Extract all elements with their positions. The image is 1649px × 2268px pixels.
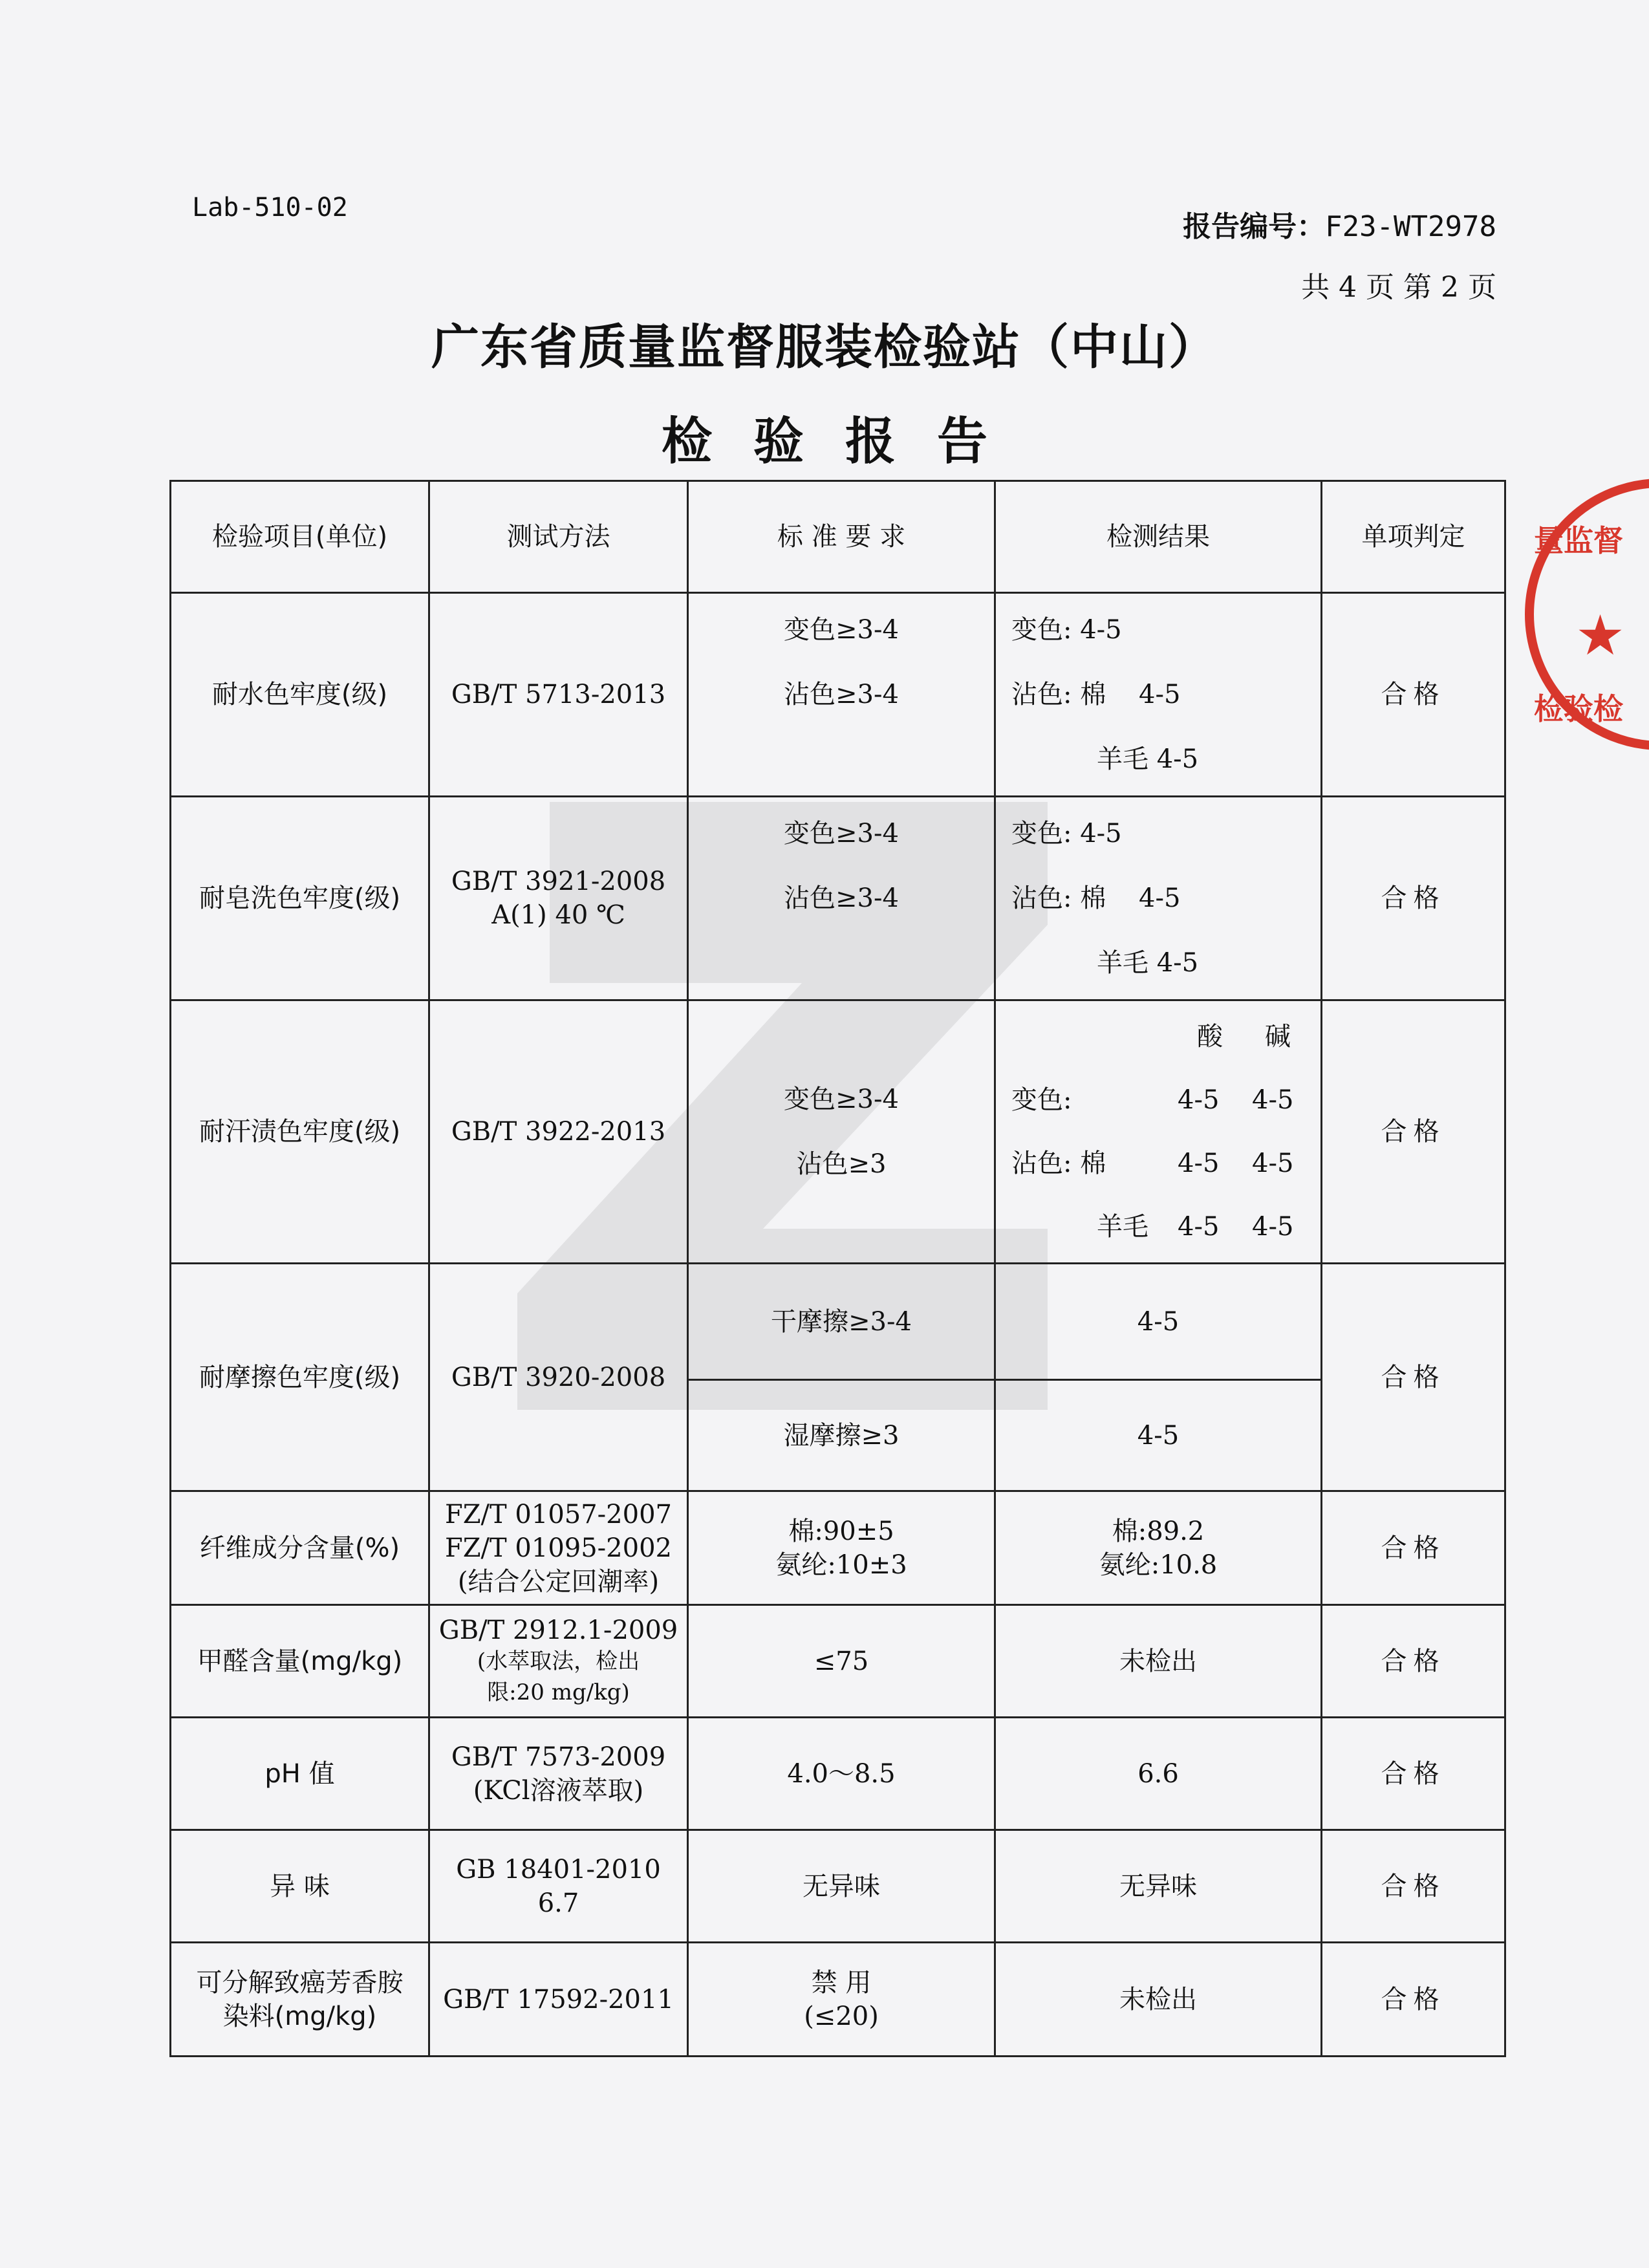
requirement-line: 沾色≥3-4 [784, 680, 899, 709]
item-cell: pH 值 [171, 1718, 429, 1830]
result-line [1011, 1195, 1314, 1258]
table-row [171, 1718, 1505, 1830]
method-cell: GB/T 17592-2011 [429, 1943, 688, 2057]
method-cell [429, 1491, 688, 1605]
item-cell [171, 1943, 429, 2057]
judgement-cell: 合格 [1322, 797, 1505, 1000]
requirement-line: 变色≥3-4 [784, 615, 899, 645]
result-line: 沾色: 棉 4-5 [1011, 883, 1181, 913]
result-cell [995, 1491, 1322, 1605]
report-number [1183, 197, 1496, 257]
acid-value: 4-5 [1178, 1085, 1220, 1115]
method-cell [429, 797, 688, 1000]
item-line: 可分解致癌芳香胺 [196, 1967, 404, 1998]
table-row [171, 1943, 1505, 2057]
table-row [171, 1000, 1505, 1264]
method-line: GB/T 2912.1-2009 [438, 1615, 678, 1645]
result-header-line [1011, 1005, 1314, 1068]
requirement-line: 变色≥3-4 [784, 1085, 899, 1114]
item-cell: 耐皂洗色牢度(级) [171, 797, 429, 1000]
method-cell: GB/T 3920-2008 [429, 1264, 688, 1491]
alkali-value: 4-5 [1252, 1149, 1294, 1178]
document-subtitle: 检验报告 [661, 413, 1029, 471]
requirement-cell: 无异味 [688, 1830, 995, 1943]
requirement-cell [688, 1943, 995, 2057]
requirement-cell [688, 797, 995, 1000]
method-line: GB/T 3921-2008 [451, 867, 666, 896]
result-line [1011, 1068, 1314, 1132]
method-line: GB 18401-2010 [456, 1854, 661, 1885]
header-judgement: 单项判定 [1322, 481, 1505, 593]
judgement-cell: 合格 [1322, 1943, 1505, 2057]
method-line: FZ/T 01095-2002 [445, 1533, 672, 1563]
item-cell: 耐水色牢度(级) [171, 593, 429, 797]
method-cell [429, 1830, 688, 1943]
official-seal [1525, 479, 1649, 776]
result-cell: 4-5 [995, 1264, 1322, 1380]
result-cell: 未检出 [995, 1943, 1322, 2057]
requirement-line: 沾色≥3-4 [784, 883, 899, 913]
result-label: 羊毛 [1097, 1212, 1148, 1242]
requirement-cell: 4.0～8.5 [688, 1718, 995, 1830]
report-number-value: F23-WT2978 [1325, 210, 1496, 243]
requirement-line: 禁 用 [811, 1967, 872, 1998]
table-row [171, 1491, 1505, 1605]
method-line: (KCl溶液萃取) [473, 1775, 644, 1806]
item-cell: 耐摩擦色牢度(级) [171, 1264, 429, 1491]
requirement-cell: ≤75 [688, 1605, 995, 1718]
alkali-value: 4-5 [1252, 1085, 1294, 1115]
header-item: 检验项目(单位) [171, 481, 429, 593]
result-line: 羊毛 4-5 [1097, 744, 1199, 774]
result-line: 棉:89.2 [1112, 1516, 1205, 1546]
header-result: 检测结果 [995, 481, 1322, 593]
result-line: 羊毛 4-5 [1097, 948, 1199, 978]
result-line: 变色: 4-5 [1011, 819, 1122, 848]
result-cell: 未检出 [995, 1605, 1322, 1718]
alkali-value: 4-5 [1252, 1212, 1294, 1242]
seal-text-top: 量监督 [1534, 523, 1623, 558]
method-line: FZ/T 01057-2007 [445, 1499, 672, 1529]
requirement-line: 沾色≥3 [796, 1149, 887, 1179]
result-line: 沾色: 棉 4-5 [1011, 680, 1181, 709]
method-line: 限:20 mg/kg) [487, 1679, 630, 1705]
seal-star-icon: ★ [1575, 603, 1626, 668]
result-line: 变色: 4-5 [1011, 615, 1122, 645]
method-line: GB/T 7573-2009 [451, 1742, 666, 1772]
method-line: (结合公定回潮率) [457, 1566, 660, 1597]
requirement-line: 棉:90±5 [788, 1516, 894, 1546]
method-cell: GB/T 3922-2013 [429, 1000, 688, 1264]
method-cell [429, 1718, 688, 1830]
seal-text-bottom: 检验检 [1534, 691, 1623, 726]
method-line: 6.7 [537, 1888, 579, 1918]
method-line: A(1) 40 ℃ [491, 900, 625, 930]
requirement-line: 氨纶:10±3 [775, 1550, 907, 1580]
page-info: 共 4 页 第 2 页 [1301, 271, 1496, 304]
report-meta [1183, 197, 1496, 318]
judgement-cell: 合格 [1322, 593, 1505, 797]
table-row [171, 593, 1505, 797]
report-number-label: 报告编号： [1183, 210, 1326, 243]
result-cell: 无异味 [995, 1830, 1322, 1943]
result-line [1011, 1132, 1314, 1195]
requirement-line: (≤20) [804, 2001, 879, 2031]
acid-value: 4-5 [1178, 1149, 1220, 1178]
requirement-cell: 干摩擦≥3-4 [688, 1264, 995, 1380]
requirement-cell: 湿摩擦≥3 [688, 1380, 995, 1491]
item-cell: 耐汗渍色牢度(级) [171, 1000, 429, 1264]
organization-title: 广东省质量监督服装检验站（中山） [431, 319, 1218, 375]
requirement-cell [688, 593, 995, 797]
result-line: 氨纶:10.8 [1099, 1550, 1218, 1580]
method-cell: GB/T 5713-2013 [429, 593, 688, 797]
judgement-cell: 合格 [1322, 1000, 1505, 1264]
alkali-label: 碱 [1265, 1022, 1291, 1052]
requirement-cell [688, 1491, 995, 1605]
method-line: (水萃取法，检出 [477, 1648, 640, 1674]
requirement-line: 变色≥3-4 [784, 819, 899, 848]
acid-label: 酸 [1197, 1022, 1223, 1052]
item-cell: 纤维成分含量(%) [171, 1491, 429, 1605]
item-line: 染料(mg/kg) [222, 2001, 377, 2031]
result-cell: 6.6 [995, 1718, 1322, 1830]
table-header-row [171, 481, 1505, 593]
result-cell [995, 593, 1322, 797]
judgement-cell: 合格 [1322, 1718, 1505, 1830]
result-cell [995, 1000, 1322, 1264]
table-row [171, 1264, 1505, 1380]
result-label: 变色: [1011, 1085, 1072, 1115]
judgement-cell: 合格 [1322, 1830, 1505, 1943]
header-requirement: 标 准 要 求 [688, 481, 995, 593]
item-cell: 甲醛含量(mg/kg) [171, 1605, 429, 1718]
judgement-cell: 合格 [1322, 1264, 1505, 1491]
form-code: Lab-510-02 [192, 193, 348, 222]
judgement-cell: 合格 [1322, 1491, 1505, 1605]
result-cell [995, 797, 1322, 1000]
result-cell: 4-5 [995, 1380, 1322, 1491]
table-row [171, 1830, 1505, 1943]
judgement-cell: 合格 [1322, 1605, 1505, 1718]
acid-value: 4-5 [1178, 1212, 1220, 1242]
method-cell [429, 1605, 688, 1718]
requirement-cell [688, 1000, 995, 1264]
item-cell: 异 味 [171, 1830, 429, 1943]
header-method: 测试方法 [429, 481, 688, 593]
table-row [171, 1605, 1505, 1718]
result-label: 沾色: 棉 [1011, 1149, 1106, 1178]
table-row [171, 797, 1505, 1000]
results-table [169, 480, 1506, 2057]
